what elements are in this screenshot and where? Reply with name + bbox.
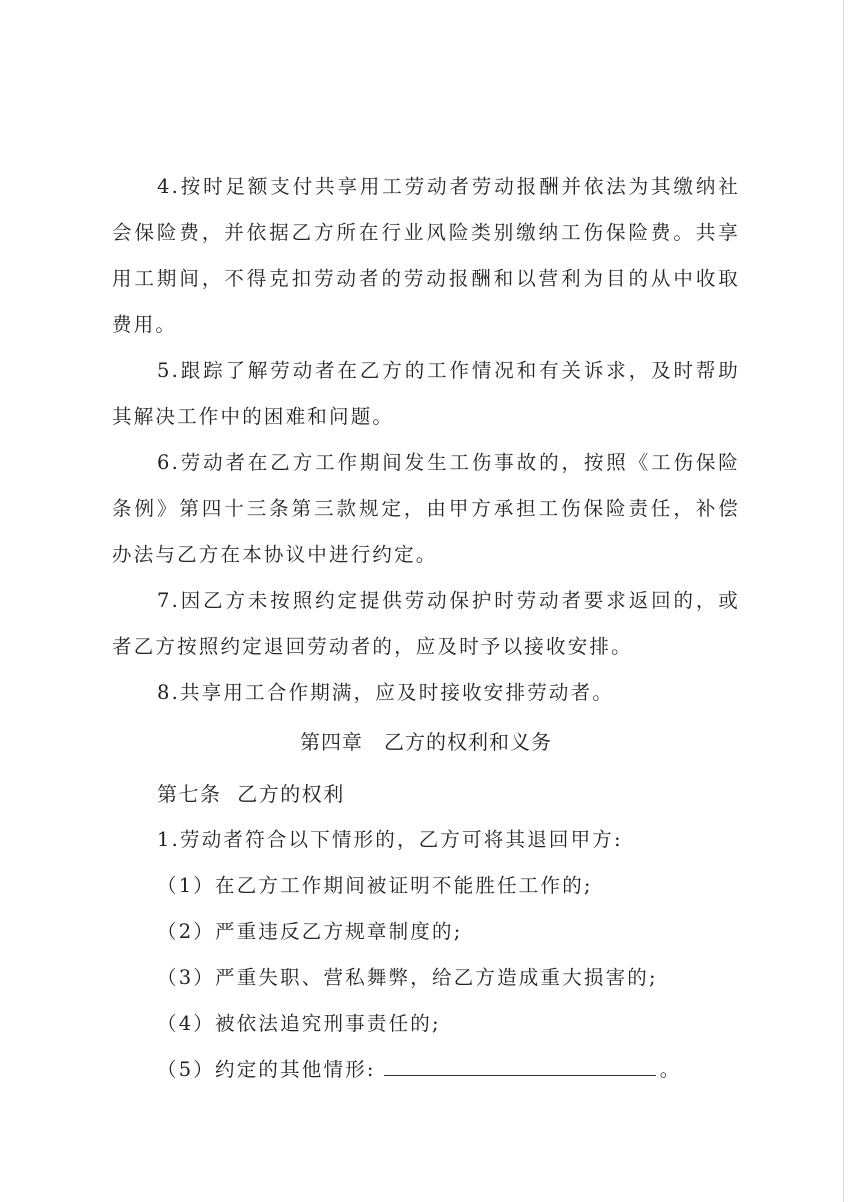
paragraph-item-4: 4.按时足额支付共享用工劳动者劳动报酬并依法为其缴纳社会保险费，并依据乙方所在行业风险类别缴纳工伤保险费。共享用工期间，不得克扣劳动者的劳动报酬和以营利为目的从中收取费用。 bbox=[112, 175, 740, 336]
list-item: （1）在乙方工作期间被证明不能胜任工作的; bbox=[157, 874, 593, 897]
list-item-fill-in bbox=[112, 1047, 740, 1093]
paragraph-item-7: 7.因乙方未按照约定提供劳动保护时劳动者要求返回的，或者乙方按照约定退回劳动者的，应及时予以接收安排。 bbox=[112, 589, 740, 658]
paragraph-item-8: 8.共享用工合作期满，应及时接收安排劳动者。 bbox=[157, 681, 615, 704]
article-title: 第七条 乙方的权利 bbox=[157, 782, 345, 806]
fill-in-blank-line[interactable] bbox=[384, 1053, 656, 1076]
scan-edge-line bbox=[843, 0, 844, 1202]
document-body bbox=[112, 164, 740, 1093]
fill-in-period: 。 bbox=[659, 1058, 682, 1081]
list-item: （4）被依法追究刑事责任的; bbox=[157, 1012, 441, 1035]
list-item: （2）严重违反乙方规章制度的; bbox=[157, 920, 463, 943]
list-item: （3）严重失职、营私舞弊，给乙方造成重大损害的; bbox=[157, 966, 658, 989]
fill-in-label: （5）约定的其他情形: bbox=[157, 1058, 376, 1081]
paragraph-item-5: 5.跟踪了解劳动者在乙方的工作情况和有关诉求，及时帮助其解决工作中的困难和问题。 bbox=[112, 359, 740, 428]
article-intro: 1.劳动者符合以下情形的，乙方可将其退回甲方: bbox=[157, 828, 623, 851]
paragraph-item-6: 6.劳动者在乙方工作期间发生工伤事故的，按照《工伤保险条例》第四十三条第三款规定，由甲方承担工伤保险责任，补偿办法与乙方在本协议中进行约定。 bbox=[112, 451, 740, 566]
chapter-title: 第四章 乙方的权利和义务 bbox=[300, 730, 552, 754]
